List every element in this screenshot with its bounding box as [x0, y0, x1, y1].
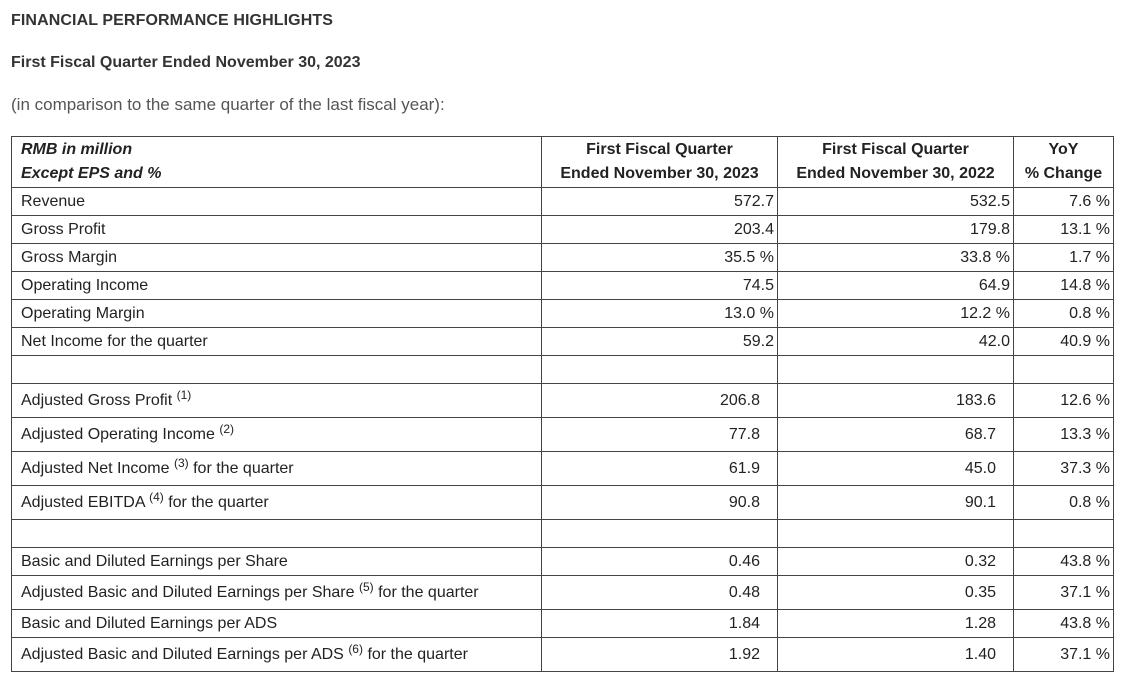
row-label-suffix: for the quarter: [378, 583, 479, 601]
value-2022-text: 45.0: [964, 459, 996, 477]
value-2022: 33.8 %: [778, 244, 1014, 272]
row-label: Net Income for the quarter: [12, 328, 542, 356]
table-row-basic-ads: [12, 610, 1114, 638]
value-2023: [542, 576, 778, 610]
table-row-adj-basic-ads: [12, 638, 1114, 672]
value-2023-text: 1.84: [728, 614, 760, 632]
row-label: [12, 576, 542, 610]
table-row-operating-margin: [12, 300, 1114, 328]
value-2022: [778, 486, 1014, 520]
table-row-adj-ebitda: [12, 486, 1114, 520]
value-yoy: 37.1 %: [1014, 576, 1114, 610]
value-yoy: 43.8 %: [1014, 548, 1114, 576]
row-label: [12, 452, 542, 486]
page-title: FINANCIAL PERFORMANCE HIGHLIGHTS: [11, 12, 334, 29]
header-col-2023-line1: First Fiscal Quarter: [586, 141, 733, 158]
header-unit-label: [12, 137, 542, 188]
row-label-text: Adjusted Basic and Diluted Earnings per Share: [21, 583, 355, 601]
value-yoy: 14.8 %: [1014, 272, 1114, 300]
row-label: Revenue: [12, 188, 542, 216]
value-2022: [778, 610, 1014, 638]
value-2023: 203.4: [542, 216, 778, 244]
header-col-2022-line1: First Fiscal Quarter: [822, 141, 969, 158]
table-spacer-row: [12, 356, 1114, 384]
table-row-gross-margin: [12, 244, 1114, 272]
comparison-note: (in comparison to the same quarter of the last fiscal year):: [11, 95, 445, 114]
header-unit-line1: RMB in million: [21, 141, 133, 158]
value-2022-text: 183.6: [955, 391, 996, 409]
value-yoy: 0.8 %: [1014, 300, 1114, 328]
row-label-text: Adjusted Gross Profit: [21, 391, 173, 409]
row-label: Basic and Diluted Earnings per ADS: [12, 610, 542, 638]
table-row-adj-operating-income: [12, 418, 1114, 452]
row-label: Operating Margin: [12, 300, 542, 328]
value-2023: 13.0 %: [542, 300, 778, 328]
value-yoy: 43.8 %: [1014, 610, 1114, 638]
value-2023-text: 1.92: [728, 645, 760, 663]
value-2022-text: 1.40: [964, 645, 996, 663]
value-2022: 179.8: [778, 216, 1014, 244]
row-label: [12, 418, 542, 452]
value-2022: 42.0: [778, 328, 1014, 356]
value-yoy: 0.8 %: [1014, 486, 1114, 520]
value-2022-text: 1.28: [964, 614, 996, 632]
footnote-ref: (6): [348, 641, 363, 656]
value-2023-text: 77.8: [728, 425, 760, 443]
footnote-ref: (4): [149, 489, 164, 504]
table-row-net-income: [12, 328, 1114, 356]
value-2023: 74.5: [542, 272, 778, 300]
value-yoy: 12.6 %: [1014, 384, 1114, 418]
value-2023: 35.5 %: [542, 244, 778, 272]
table-spacer-row: [12, 520, 1114, 548]
header-col-yoy-line1: YoY: [1048, 141, 1079, 158]
value-2023-text: 90.8: [728, 493, 760, 511]
header-col-2022: [778, 137, 1014, 188]
value-2023: [542, 452, 778, 486]
row-label-text: Adjusted Net Income: [21, 459, 170, 477]
value-2023: [542, 638, 778, 672]
value-2022-text: 68.7: [964, 425, 996, 443]
footnote-ref: (3): [173, 455, 189, 470]
value-2023: [542, 384, 778, 418]
footnote-ref: (1): [176, 387, 192, 402]
value-2023: 59.2: [542, 328, 778, 356]
period-subtitle: First Fiscal Quarter Ended November 30, 2023: [11, 54, 361, 71]
row-label-text: Adjusted Operating Income: [21, 425, 215, 443]
footnote-ref: (5): [358, 579, 374, 594]
table-row-operating-income: [12, 272, 1114, 300]
value-2022: [778, 548, 1014, 576]
value-yoy: 37.3 %: [1014, 452, 1114, 486]
row-label: [12, 384, 542, 418]
value-2022: 12.2 %: [778, 300, 1014, 328]
value-2023-text: 0.48: [728, 583, 760, 601]
row-label: Basic and Diluted Earnings per Share: [12, 548, 542, 576]
row-label-suffix: for the quarter: [367, 645, 468, 663]
value-yoy: 40.9 %: [1014, 328, 1114, 356]
value-2023-text: 0.46: [728, 552, 760, 570]
table-row-adj-net-income: [12, 452, 1114, 486]
value-2022: [778, 418, 1014, 452]
header-col-2023: [542, 137, 778, 188]
footnote-ref: (2): [219, 421, 235, 436]
row-label: [12, 486, 542, 520]
value-2023: [542, 486, 778, 520]
table-row-adj-gross-profit: [12, 384, 1114, 418]
header-col-2023-line2: Ended November 30, 2023: [560, 165, 759, 182]
value-2022-text: 0.32: [964, 552, 996, 570]
value-2022-text: 0.35: [964, 583, 996, 601]
value-2023-text: 61.9: [728, 459, 760, 477]
row-label: Gross Profit: [12, 216, 542, 244]
value-yoy: 37.1 %: [1014, 638, 1114, 672]
value-2022: [778, 576, 1014, 610]
row-label-suffix: for the quarter: [193, 459, 294, 477]
value-yoy: 13.1 %: [1014, 216, 1114, 244]
table-row-gross-profit: [12, 216, 1114, 244]
value-2022: [778, 384, 1014, 418]
value-2022: [778, 452, 1014, 486]
row-label: Gross Margin: [12, 244, 542, 272]
row-label-text: Adjusted EBITDA: [21, 493, 145, 511]
value-yoy: 13.3 %: [1014, 418, 1114, 452]
value-2023-text: 206.8: [719, 391, 760, 409]
value-2023: 572.7: [542, 188, 778, 216]
row-label: [12, 638, 542, 672]
table-header-row: [12, 137, 1114, 188]
value-2022-text: 90.1: [964, 493, 996, 511]
table-row-revenue: [12, 188, 1114, 216]
value-2022: [778, 638, 1014, 672]
header-col-2022-line2: Ended November 30, 2022: [796, 165, 995, 182]
value-2022: 532.5: [778, 188, 1014, 216]
value-2023: [542, 610, 778, 638]
value-2022: 64.9: [778, 272, 1014, 300]
table-row-adj-basic-eps: [12, 576, 1114, 610]
table-row-basic-eps: [12, 548, 1114, 576]
row-label-text: Adjusted Basic and Diluted Earnings per ADS: [21, 645, 344, 663]
value-yoy: 7.6 %: [1014, 188, 1114, 216]
header-unit-line2: Except EPS and %: [21, 165, 162, 182]
value-2023: [542, 418, 778, 452]
value-2023: [542, 548, 778, 576]
header-col-yoy: [1014, 137, 1114, 188]
header-col-yoy-line2: % Change: [1024, 165, 1103, 182]
row-label: Operating Income: [12, 272, 542, 300]
row-label-suffix: for the quarter: [168, 493, 269, 511]
value-yoy: 1.7 %: [1014, 244, 1114, 272]
financial-highlights-table: [11, 136, 1114, 672]
